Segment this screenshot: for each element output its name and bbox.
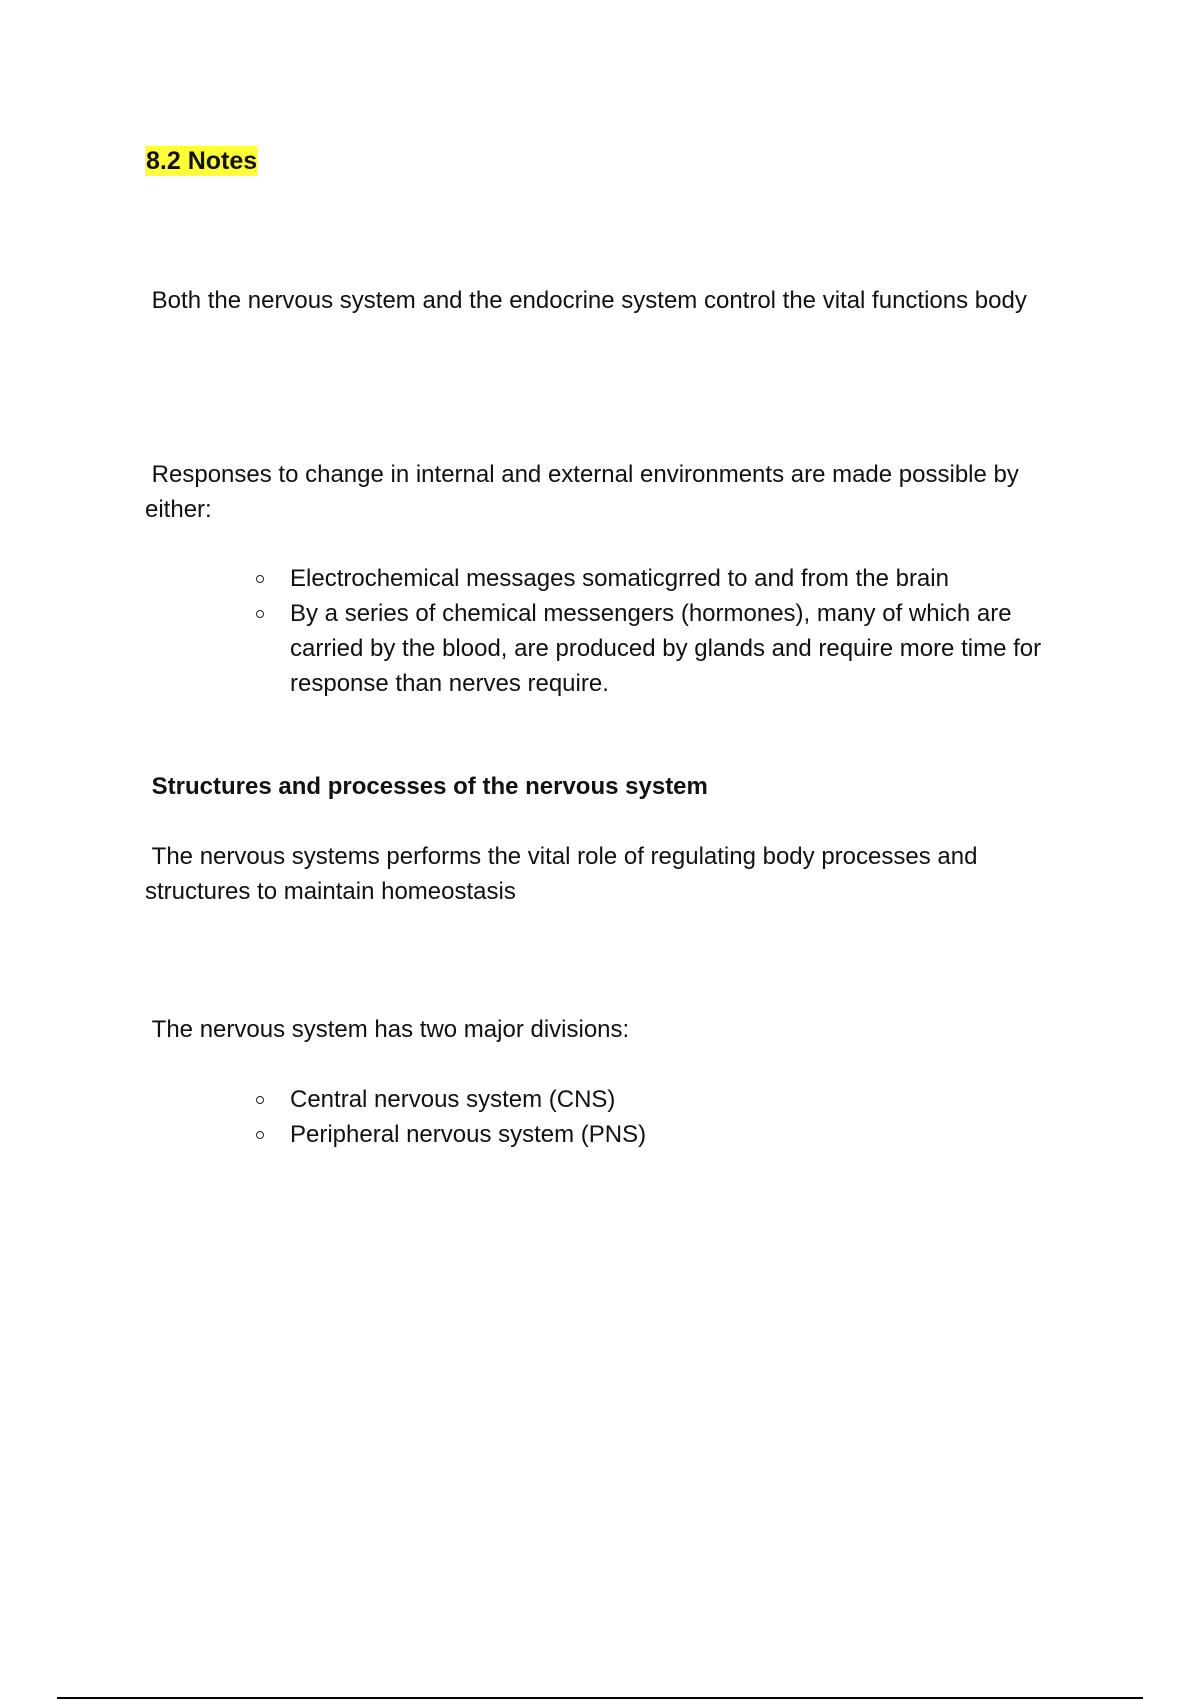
response-methods-list (256, 561, 1086, 701)
list-item (256, 596, 1086, 701)
list-item-text: Central nervous system (CNS) (290, 1086, 616, 1113)
page-title: 8.2 Notes (146, 147, 258, 175)
section-heading: Structures and processes of the nervous system (145, 773, 708, 800)
paragraph-responses: Responses to change in internal and external environments are made possible by either: (145, 461, 1026, 523)
paragraph-homeostasis: The nervous systems performs the vital role of regulating body processes and structures to maintain homeostasis (145, 843, 985, 905)
list-item-text: Electrochemical messages somaticgrred to and from the brain (290, 565, 949, 592)
list-item (256, 561, 1086, 596)
page-bottom-rule (57, 1697, 1143, 1699)
paragraph-vital-functions: Both the nervous system and the endocrine system control the vital functions body (145, 287, 1027, 314)
divisions-list (256, 1082, 1086, 1152)
hollow-bullet-icon (256, 575, 264, 583)
list-item-text: By a series of chemical messengers (hormones), many of which are carried by the blood, are produced by glands and require more time for response than nerves require. (290, 600, 1042, 697)
list-item-text: Peripheral nervous system (PNS) (290, 1121, 647, 1148)
paragraph-major-divisions: The nervous system has two major divisions: (145, 1016, 630, 1043)
hollow-bullet-icon (256, 1096, 264, 1104)
list-item (256, 1117, 1086, 1152)
hollow-bullet-icon (256, 610, 264, 618)
hollow-bullet-icon (256, 1131, 264, 1139)
list-item (256, 1082, 1086, 1117)
